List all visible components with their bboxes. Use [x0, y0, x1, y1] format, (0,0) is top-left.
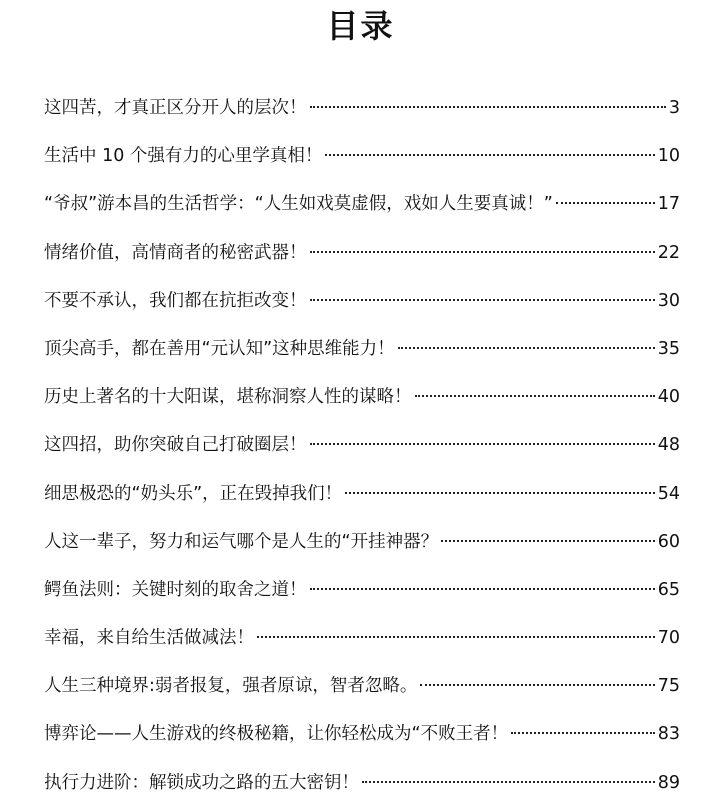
toc-entry[interactable] — [44, 277, 680, 325]
toc-page-number: 60 — [657, 531, 680, 552]
toc-entry[interactable] — [44, 229, 680, 277]
toc-page-number: 40 — [657, 387, 680, 408]
toc-entry-title: 细思极恐的“奶头乐”，正在毁掉我们！ — [44, 483, 343, 504]
toc-entry[interactable] — [44, 421, 680, 469]
dot-leader — [310, 106, 666, 108]
toc-entry-title: 鳄鱼法则：关键时刻的取舍之道！ — [44, 579, 307, 600]
toc-entry[interactable] — [44, 566, 680, 614]
toc-page-number: 89 — [657, 772, 680, 793]
page-title: 目录 — [326, 7, 395, 45]
toc-page-number: 70 — [657, 628, 680, 649]
toc-page-number: 65 — [657, 579, 680, 600]
toc-entry[interactable] — [44, 710, 680, 758]
toc-entry-title: 不要不承认，我们都在抗拒改变！ — [44, 290, 307, 311]
toc-entry[interactable] — [44, 373, 680, 421]
toc-page-number: 10 — [657, 146, 680, 167]
toc-entry-title: 这四苦，才真正区分开人的层次！ — [44, 98, 307, 118]
toc-entry-title: 顶尖高手，都在善用“元认知”这种思维能力！ — [44, 338, 395, 359]
toc-entry[interactable] — [44, 614, 680, 662]
toc-page-number: 75 — [657, 676, 680, 697]
toc-page-number: 35 — [657, 338, 680, 359]
toc-page-number: 22 — [657, 242, 680, 263]
toc-page-number: 54 — [657, 483, 680, 504]
toc-entry[interactable] — [44, 325, 680, 373]
toc-page-number: 48 — [657, 435, 680, 456]
dot-leader — [420, 684, 654, 686]
dot-leader — [310, 251, 655, 253]
dot-leader — [310, 588, 655, 590]
dot-leader — [415, 395, 655, 397]
toc-list — [44, 84, 680, 807]
dot-leader — [257, 636, 655, 638]
dot-leader — [310, 299, 655, 301]
toc-entry-title: 生活中 10 个强有力的心里学真相！ — [44, 146, 323, 167]
toc-entry-title: 执行力进阶：解锁成功之路的五大密钥！ — [44, 772, 359, 793]
toc-entry[interactable] — [44, 518, 680, 566]
toc-entry-title: “爷叔”游本昌的生活哲学：“人生如戏莫虚假，戏如人生要真诚！” — [44, 194, 553, 215]
toc-entry[interactable] — [44, 662, 680, 710]
dot-leader — [511, 732, 655, 734]
dot-leader — [556, 202, 655, 204]
toc-entry-title: 博弈论——人生游戏的终极秘籍，让你轻松成为“不败王者！ — [44, 724, 509, 745]
toc-entry[interactable] — [44, 180, 680, 228]
dot-leader — [345, 492, 655, 494]
toc-entry-title: 情绪价值，高情商者的秘密武器！ — [44, 242, 307, 263]
dot-leader — [325, 154, 654, 156]
toc-page-number: 17 — [657, 194, 680, 215]
toc-page-number: 83 — [657, 724, 680, 745]
dot-leader — [310, 443, 655, 445]
toc-entry[interactable] — [44, 84, 680, 132]
toc-entry-title: 人这一辈子，努力和运气哪个是人生的“开挂神器？ — [44, 531, 439, 552]
toc-entry[interactable] — [44, 470, 680, 518]
dot-leader — [441, 540, 655, 542]
toc-entry-title: 这四招，助你突破自己打破圈层！ — [44, 435, 307, 456]
toc-entry-title: 历史上著名的十大阳谋，堪称洞察人性的谋略！ — [44, 387, 412, 408]
dot-leader — [398, 347, 655, 349]
toc-page-number: 3 — [668, 98, 680, 118]
toc-entry-title: 幸福，来自给生活做减法！ — [44, 628, 254, 649]
toc-entry[interactable] — [44, 132, 680, 180]
dot-leader — [362, 781, 655, 783]
toc-entry-title: 人生三种境界:弱者报复，强者原谅，智者忽略。 — [44, 676, 418, 697]
toc-page-number: 30 — [657, 290, 680, 311]
